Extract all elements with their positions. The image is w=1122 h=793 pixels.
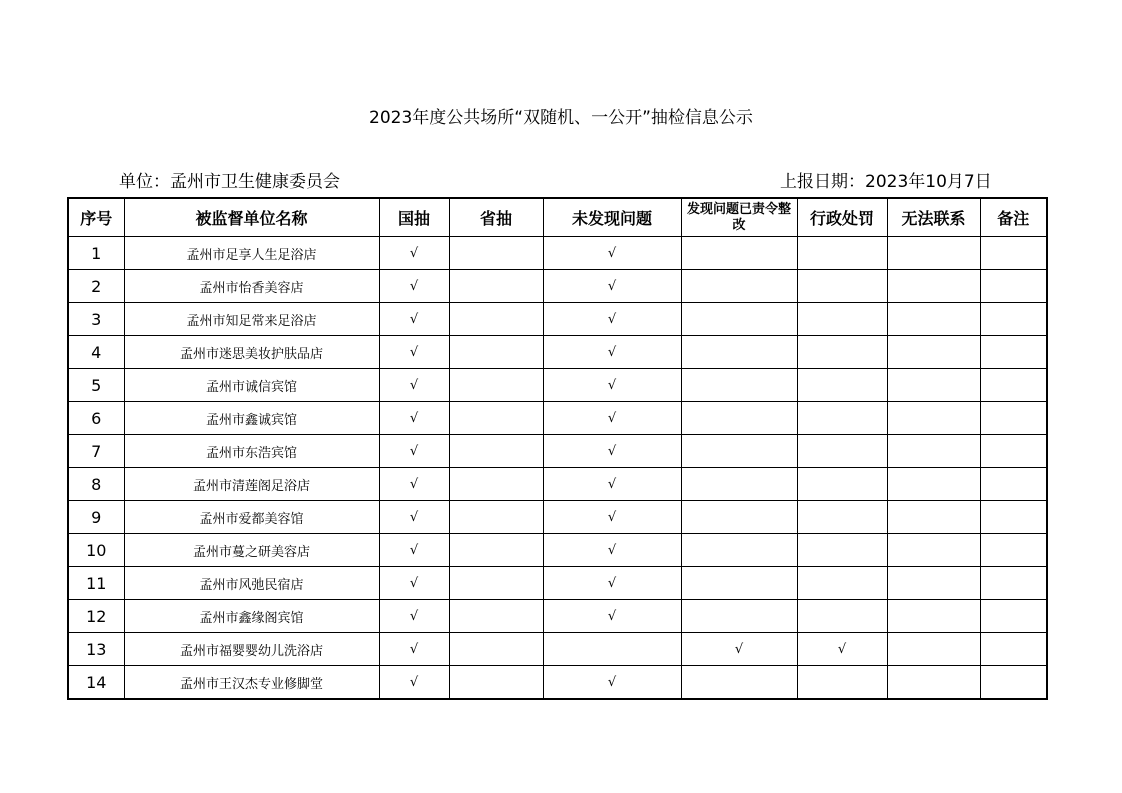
cell-no-issue: √ — [543, 666, 681, 700]
cell-national: √ — [379, 303, 449, 336]
header-remarks: 备注 — [980, 198, 1047, 237]
table-row — [68, 402, 1047, 435]
cell-remarks — [980, 468, 1047, 501]
table-row — [68, 303, 1047, 336]
cell-serial: 8 — [68, 468, 124, 501]
cell-national: √ — [379, 633, 449, 666]
cell-unit-name: 孟州市清莲阁足浴店 — [124, 468, 379, 501]
inspection-table — [67, 197, 1048, 700]
cell-remarks — [980, 666, 1047, 700]
table-row — [68, 501, 1047, 534]
cell-provincial — [449, 435, 543, 468]
cell-national: √ — [379, 666, 449, 700]
cell-no-issue — [543, 633, 681, 666]
header-no-issue: 未发现问题 — [543, 198, 681, 237]
cell-penalty — [797, 336, 887, 369]
cell-penalty — [797, 501, 887, 534]
table-row — [68, 468, 1047, 501]
cell-provincial — [449, 336, 543, 369]
cell-penalty — [797, 237, 887, 270]
cell-unit-name: 孟州市知足常来足浴店 — [124, 303, 379, 336]
cell-rectified — [681, 303, 797, 336]
cell-remarks — [980, 402, 1047, 435]
header-serial: 序号 — [68, 198, 124, 237]
cell-national: √ — [379, 270, 449, 303]
cell-unit-name: 孟州市诚信宾馆 — [124, 369, 379, 402]
cell-national: √ — [379, 501, 449, 534]
cell-unreachable — [887, 468, 980, 501]
cell-no-issue: √ — [543, 402, 681, 435]
cell-provincial — [449, 468, 543, 501]
cell-provincial — [449, 402, 543, 435]
cell-provincial — [449, 600, 543, 633]
cell-national: √ — [379, 468, 449, 501]
cell-no-issue: √ — [543, 501, 681, 534]
cell-unreachable — [887, 369, 980, 402]
cell-no-issue: √ — [543, 270, 681, 303]
cell-unit-name: 孟州市爱都美容馆 — [124, 501, 379, 534]
table-row — [68, 633, 1047, 666]
table-row — [68, 270, 1047, 303]
cell-penalty — [797, 270, 887, 303]
table-row — [68, 600, 1047, 633]
cell-rectified — [681, 600, 797, 633]
cell-rectified — [681, 237, 797, 270]
cell-unreachable — [887, 534, 980, 567]
cell-provincial — [449, 567, 543, 600]
cell-unit-name: 孟州市东浩宾馆 — [124, 435, 379, 468]
cell-serial: 1 — [68, 237, 124, 270]
cell-remarks — [980, 435, 1047, 468]
cell-unreachable — [887, 567, 980, 600]
cell-no-issue: √ — [543, 303, 681, 336]
cell-serial: 2 — [68, 270, 124, 303]
cell-provincial — [449, 501, 543, 534]
cell-unreachable — [887, 303, 980, 336]
cell-remarks — [980, 567, 1047, 600]
cell-serial: 10 — [68, 534, 124, 567]
cell-remarks — [980, 303, 1047, 336]
cell-rectified — [681, 501, 797, 534]
cell-unreachable — [887, 336, 980, 369]
cell-serial: 6 — [68, 402, 124, 435]
cell-penalty: √ — [797, 633, 887, 666]
cell-unreachable — [887, 501, 980, 534]
cell-serial: 9 — [68, 501, 124, 534]
cell-unit-name: 孟州市风弛民宿店 — [124, 567, 379, 600]
cell-provincial — [449, 270, 543, 303]
cell-remarks — [980, 270, 1047, 303]
cell-unreachable — [887, 270, 980, 303]
cell-unit-name: 孟州市足享人生足浴店 — [124, 237, 379, 270]
table-row — [68, 237, 1047, 270]
cell-remarks — [980, 501, 1047, 534]
document-title: 2023年度公共场所“双随机、一公开”抽检信息公示 — [369, 108, 753, 128]
cell-remarks — [980, 534, 1047, 567]
cell-national: √ — [379, 534, 449, 567]
cell-provincial — [449, 534, 543, 567]
cell-penalty — [797, 468, 887, 501]
cell-national: √ — [379, 435, 449, 468]
header-provincial: 省抽 — [449, 198, 543, 237]
cell-rectified — [681, 666, 797, 700]
cell-no-issue: √ — [543, 534, 681, 567]
cell-no-issue: √ — [543, 567, 681, 600]
cell-national: √ — [379, 369, 449, 402]
reporting-unit: 单位：孟州市卫生健康委员会 — [119, 172, 340, 192]
cell-penalty — [797, 303, 887, 336]
header-rectified: 发现问题已责令整改 — [681, 198, 797, 237]
cell-rectified — [681, 402, 797, 435]
cell-serial: 7 — [68, 435, 124, 468]
header-penalty: 行政处罚 — [797, 198, 887, 237]
table-row — [68, 435, 1047, 468]
cell-serial: 3 — [68, 303, 124, 336]
table-row — [68, 369, 1047, 402]
cell-national: √ — [379, 237, 449, 270]
cell-unit-name: 孟州市迷思美妆护肤品店 — [124, 336, 379, 369]
cell-provincial — [449, 633, 543, 666]
cell-unit-name: 孟州市蔓之研美容店 — [124, 534, 379, 567]
table-row — [68, 666, 1047, 700]
cell-national: √ — [379, 336, 449, 369]
cell-unreachable — [887, 600, 980, 633]
cell-remarks — [980, 633, 1047, 666]
header-unit-name: 被监督单位名称 — [124, 198, 379, 237]
cell-serial: 14 — [68, 666, 124, 700]
cell-no-issue: √ — [543, 369, 681, 402]
cell-serial: 11 — [68, 567, 124, 600]
cell-unreachable — [887, 237, 980, 270]
cell-remarks — [980, 237, 1047, 270]
cell-unit-name: 孟州市鑫诚宾馆 — [124, 402, 379, 435]
cell-unreachable — [887, 435, 980, 468]
cell-rectified: √ — [681, 633, 797, 666]
cell-penalty — [797, 369, 887, 402]
cell-unit-name: 孟州市王汉杰专业修脚堂 — [124, 666, 379, 700]
cell-rectified — [681, 435, 797, 468]
cell-remarks — [980, 600, 1047, 633]
cell-penalty — [797, 435, 887, 468]
cell-serial: 12 — [68, 600, 124, 633]
cell-unreachable — [887, 666, 980, 700]
cell-provincial — [449, 369, 543, 402]
cell-remarks — [980, 369, 1047, 402]
cell-rectified — [681, 270, 797, 303]
cell-unreachable — [887, 633, 980, 666]
cell-rectified — [681, 369, 797, 402]
cell-remarks — [980, 336, 1047, 369]
cell-unit-name: 孟州市福婴婴幼儿洗浴店 — [124, 633, 379, 666]
cell-penalty — [797, 534, 887, 567]
table-row — [68, 567, 1047, 600]
cell-national: √ — [379, 600, 449, 633]
header-row — [68, 198, 1047, 237]
table-body — [68, 237, 1047, 700]
cell-penalty — [797, 567, 887, 600]
cell-rectified — [681, 468, 797, 501]
table-row — [68, 534, 1047, 567]
cell-provincial — [449, 666, 543, 700]
cell-unit-name: 孟州市怡香美容店 — [124, 270, 379, 303]
table-row — [68, 336, 1047, 369]
header-unreachable: 无法联系 — [887, 198, 980, 237]
cell-penalty — [797, 666, 887, 700]
cell-no-issue: √ — [543, 237, 681, 270]
cell-unreachable — [887, 402, 980, 435]
cell-serial: 13 — [68, 633, 124, 666]
cell-unit-name: 孟州市鑫缘阁宾馆 — [124, 600, 379, 633]
cell-no-issue: √ — [543, 435, 681, 468]
cell-penalty — [797, 402, 887, 435]
cell-national: √ — [379, 567, 449, 600]
cell-serial: 5 — [68, 369, 124, 402]
cell-penalty — [797, 600, 887, 633]
report-date: 上报日期：2023年10月7日 — [780, 172, 992, 192]
header-national: 国抽 — [379, 198, 449, 237]
cell-no-issue: √ — [543, 336, 681, 369]
cell-serial: 4 — [68, 336, 124, 369]
cell-provincial — [449, 237, 543, 270]
cell-no-issue: √ — [543, 600, 681, 633]
cell-no-issue: √ — [543, 468, 681, 501]
cell-rectified — [681, 567, 797, 600]
cell-national: √ — [379, 402, 449, 435]
cell-rectified — [681, 336, 797, 369]
cell-rectified — [681, 534, 797, 567]
cell-provincial — [449, 303, 543, 336]
